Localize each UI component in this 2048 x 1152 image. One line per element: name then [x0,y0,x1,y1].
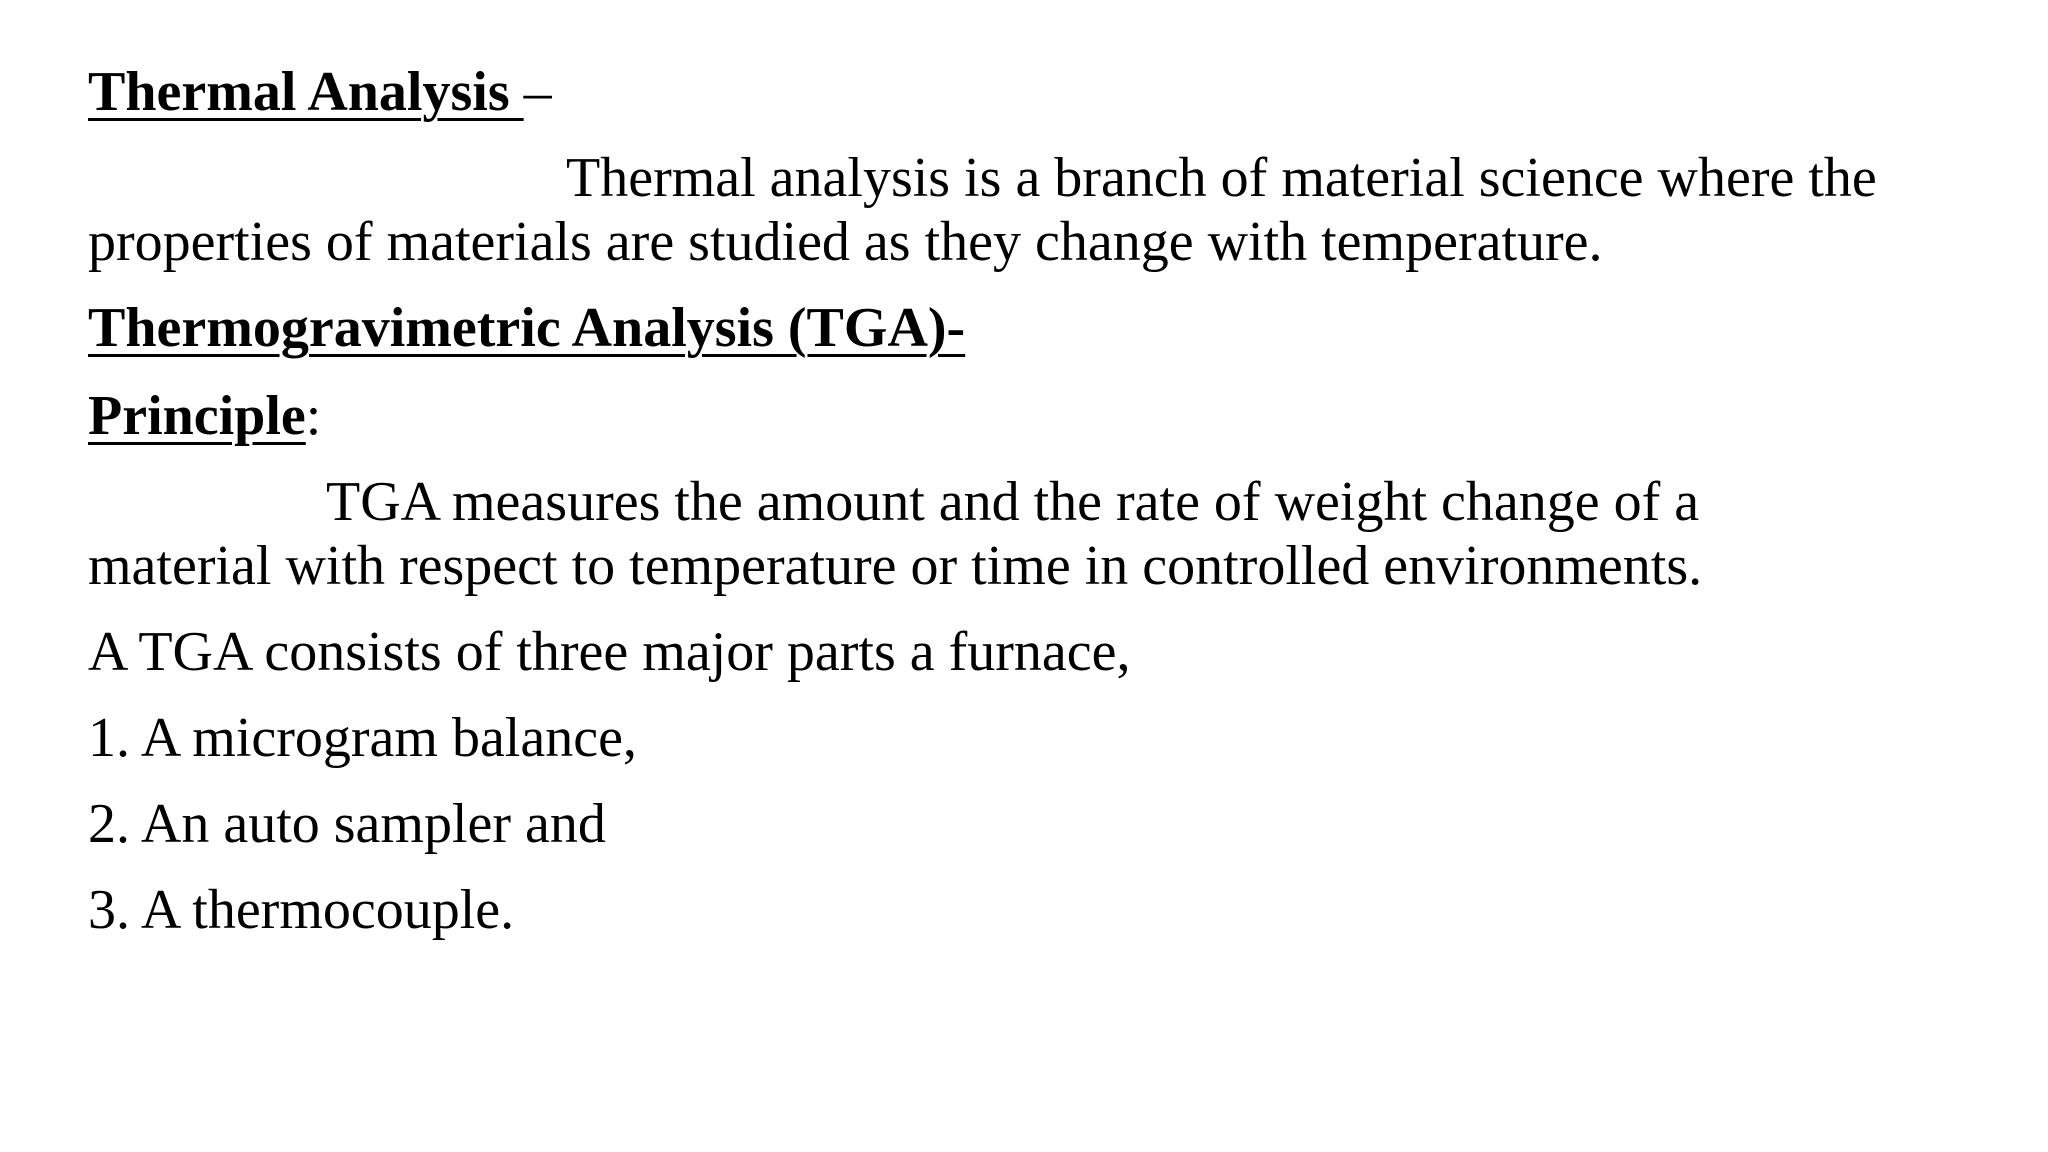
list-item-auto-sampler: 2. An auto sampler and [88,793,606,855]
tga-heading: Thermogravimetric Analysis (TGA)- [88,297,966,359]
principle-label: Principle [88,385,306,447]
definition-line-2: properties of materials are studied as they change with temperature. [88,211,1603,273]
thermal-analysis-heading [88,60,552,124]
principle-colon: : [305,385,322,447]
principle-text-line-1: TGA measures the amount and the rate of weight change of a [326,471,1700,533]
parts-intro: A TGA consists of three major parts a furnace, [88,621,1131,683]
thermal-analysis-dash: – [523,61,552,123]
list-item-thermocouple: 3. A thermocouple. [88,879,515,941]
list-item-microgram-balance: 1. A microgram balance, [88,707,637,769]
definition-line-1: Thermal analysis is a branch of material science where the [566,147,1877,209]
thermal-analysis-title: Thermal Analysis [88,61,524,123]
principle-heading [88,384,321,448]
principle-text-line-2: material with respect to temperature or time in controlled environments. [88,535,1703,597]
